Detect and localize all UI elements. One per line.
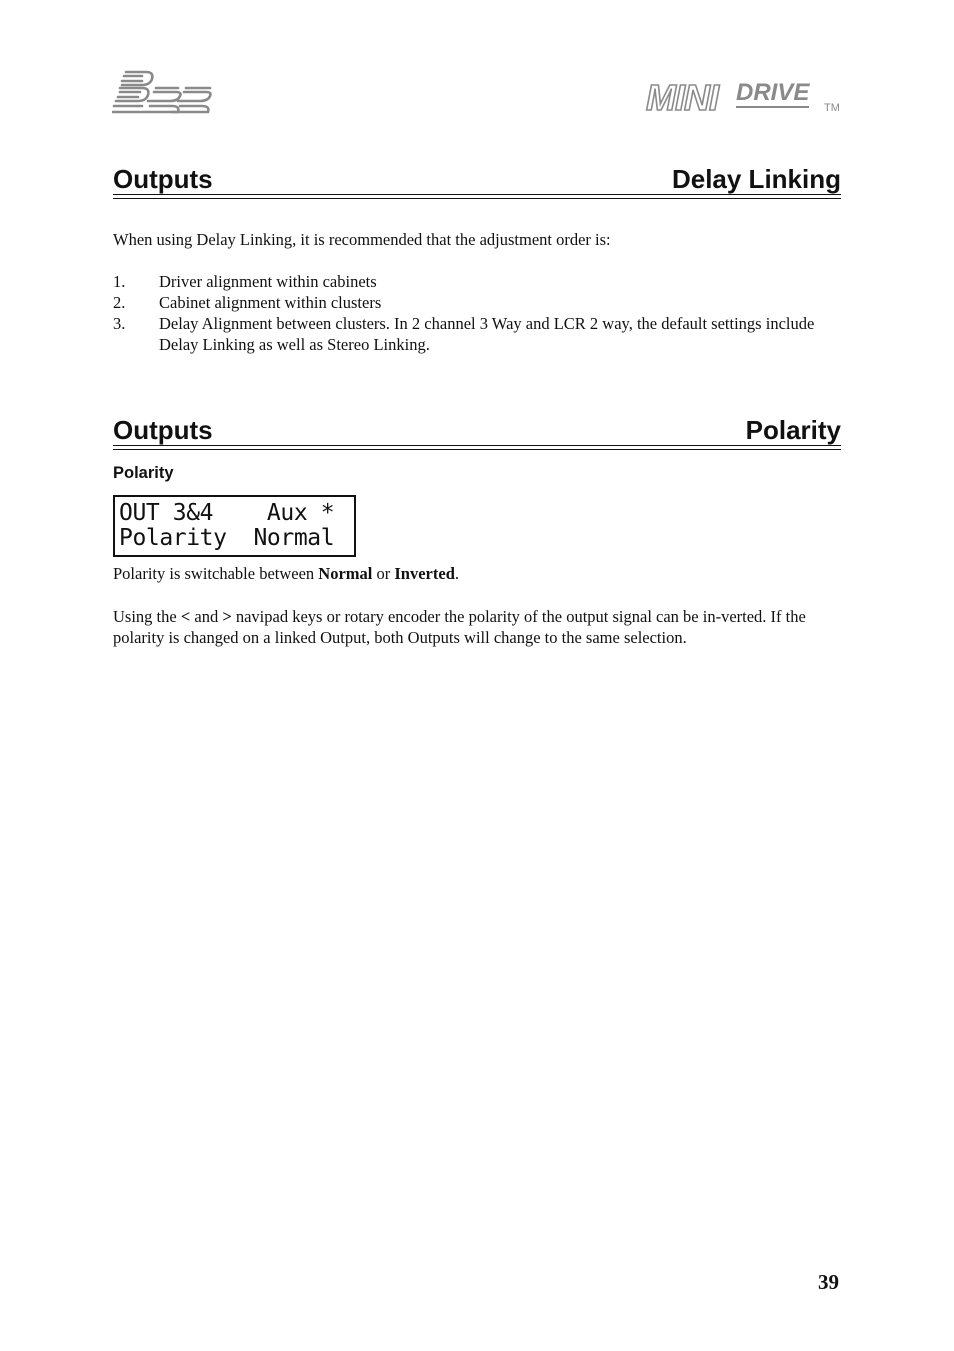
list-item [113,292,841,313]
list-number: 1. [113,272,126,291]
text-run: navipad keys or rotary encoder the polarity of the output signal can be in-verted. If the polarity is changed on a linked Output, both Outputs will change to the same selection. [113,607,806,647]
page-number: 39 [818,1270,839,1294]
text-run: . [454,564,459,583]
lcd-display [113,495,356,557]
minidrive-logo [646,78,842,118]
list-text: Driver alignment within cabinets [159,272,377,291]
logo-mini-text: MINI [646,77,718,118]
adjustment-order-list [113,271,841,355]
lcd-line-2: Polarity Normal [119,525,335,551]
logo-drive-text: DRIVE [736,79,810,106]
section-header-polarity [113,415,841,446]
text-run: Using the [113,607,181,626]
list-number: 2. [113,293,126,312]
text-run: or [372,564,395,583]
list-item [113,271,841,292]
text-run: and [190,607,223,626]
list-number: 3. [113,314,126,333]
text-bold-greater-than: > [222,607,232,626]
section-title-right: Polarity [745,415,841,445]
polarity-options-paragraph [113,563,841,584]
section-title-left: Outputs [113,164,213,194]
lcd-line-1: OUT 3&4 Aux * [119,500,335,526]
section-header-delay-linking [113,164,841,195]
text-bold-normal: Normal [318,564,373,583]
polarity-subheading: Polarity [113,464,174,482]
bss-logo [112,68,216,116]
text-bold-less-than: < [180,607,191,626]
text-bold-inverted: Inverted [394,564,455,583]
text-run: Polarity is switchable between [113,564,319,583]
intro-paragraph: When using Delay Linking, it is recommended that the adjustment order is: [113,230,611,249]
logo-tm-text: TM [824,102,840,114]
list-item [113,313,841,355]
section-title-left: Outputs [113,415,213,445]
list-text: Delay Alignment between clusters. In 2 channel 3 Way and LCR 2 way, the default settings include Delay Linking as well as Stereo Linking. [159,314,815,354]
polarity-usage-paragraph [113,606,813,648]
list-text: Cabinet alignment within clusters [159,293,382,312]
section-title-right: Delay Linking [671,164,841,194]
